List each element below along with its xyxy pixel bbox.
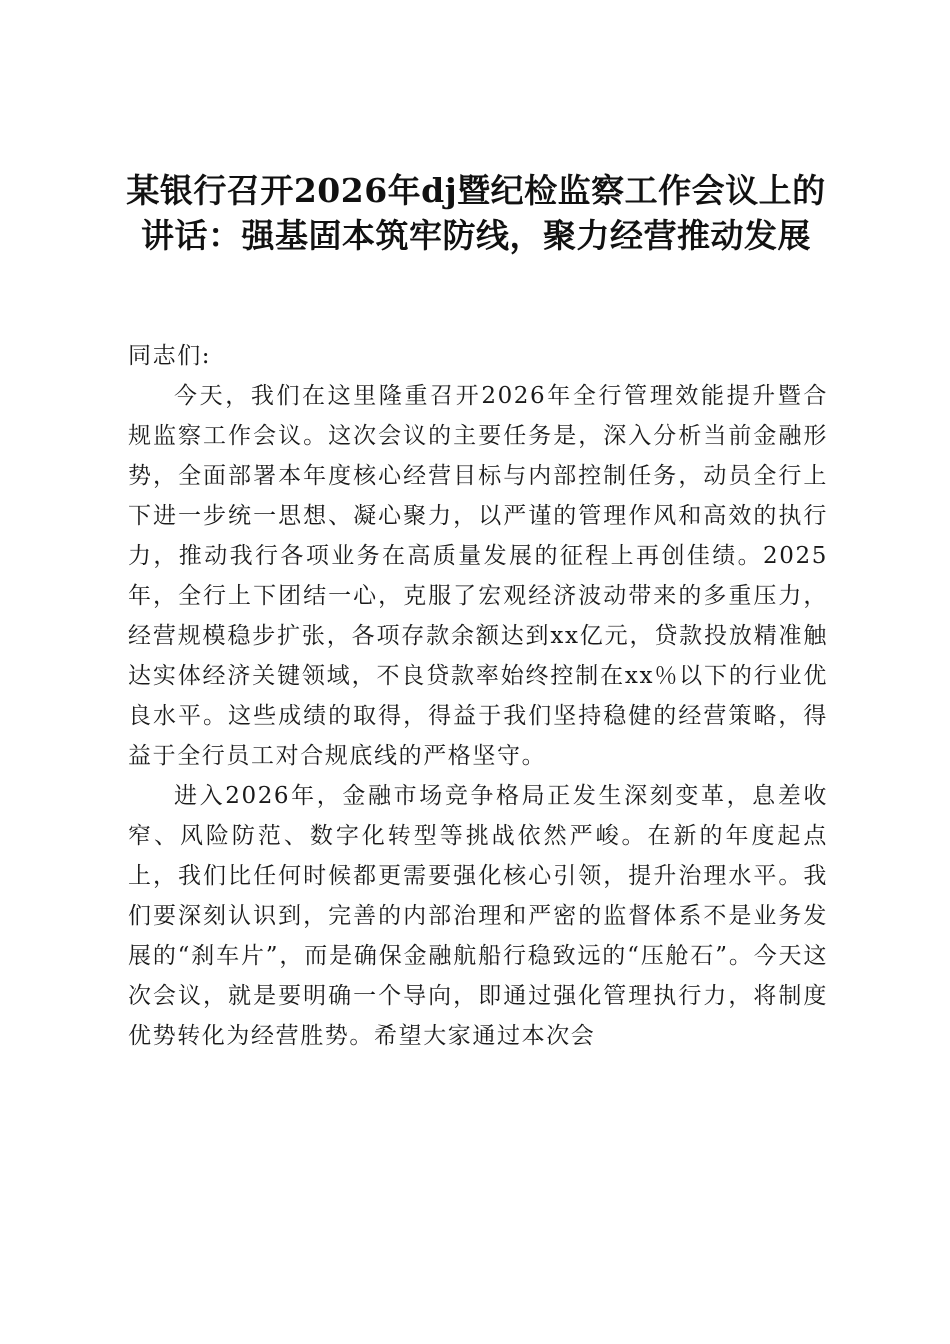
document-title: 某银行召开2026年dj暨纪检监察工作会议上的讲话：强基固本筑牢防线，聚力经营推动发展: [126, 171, 826, 255]
paragraph: 今天，我们在这里隆重召开2026年全行管理效能提升暨合规监察工作会议。这次会议的主要任务是，深入分析当前金融形势，全面部署本年度核心经营目标与内部控制任务，动员全行上下进一步统一思想、凝心聚力，以严谨的管理作风和高效的执行力，推动我行各项业务在高质量发展的征程上再创佳绩。2025年，全行上下团结一心，克服了宏观经济波动带来的多重压力，经营规模稳步扩张，各项存款余额达到xx亿元，贷款投放精准触达实体经济关键领域，不良贷款率始终控制在xx％以下的行业优良水平。这些成绩的取得，得益于我们坚持稳健的经营策略，得益于全行员工对合规底线的严格坚守。: [128, 383, 828, 769]
paragraph: 进入2026年，金融市场竞争格局正发生深刻变革，息差收窄、风险防范、数字化转型等挑战依然严峻。在新的年度起点上，我们比任何时候都更需要强化核心引领，提升治理水平。我们要深刻认识到，完善的内部治理和严密的监督体系不是业务发展的“刹车片”，而是确保金融航船行稳致远的“压舱石”。今天这次会议，就是要明确一个导向，即通过强化管理执行力，将制度优势转化为经营胜势。希望大家通过本次会: [128, 783, 828, 1049]
document-body: [128, 336, 828, 1056]
salutation: 同志们:: [128, 343, 212, 369]
